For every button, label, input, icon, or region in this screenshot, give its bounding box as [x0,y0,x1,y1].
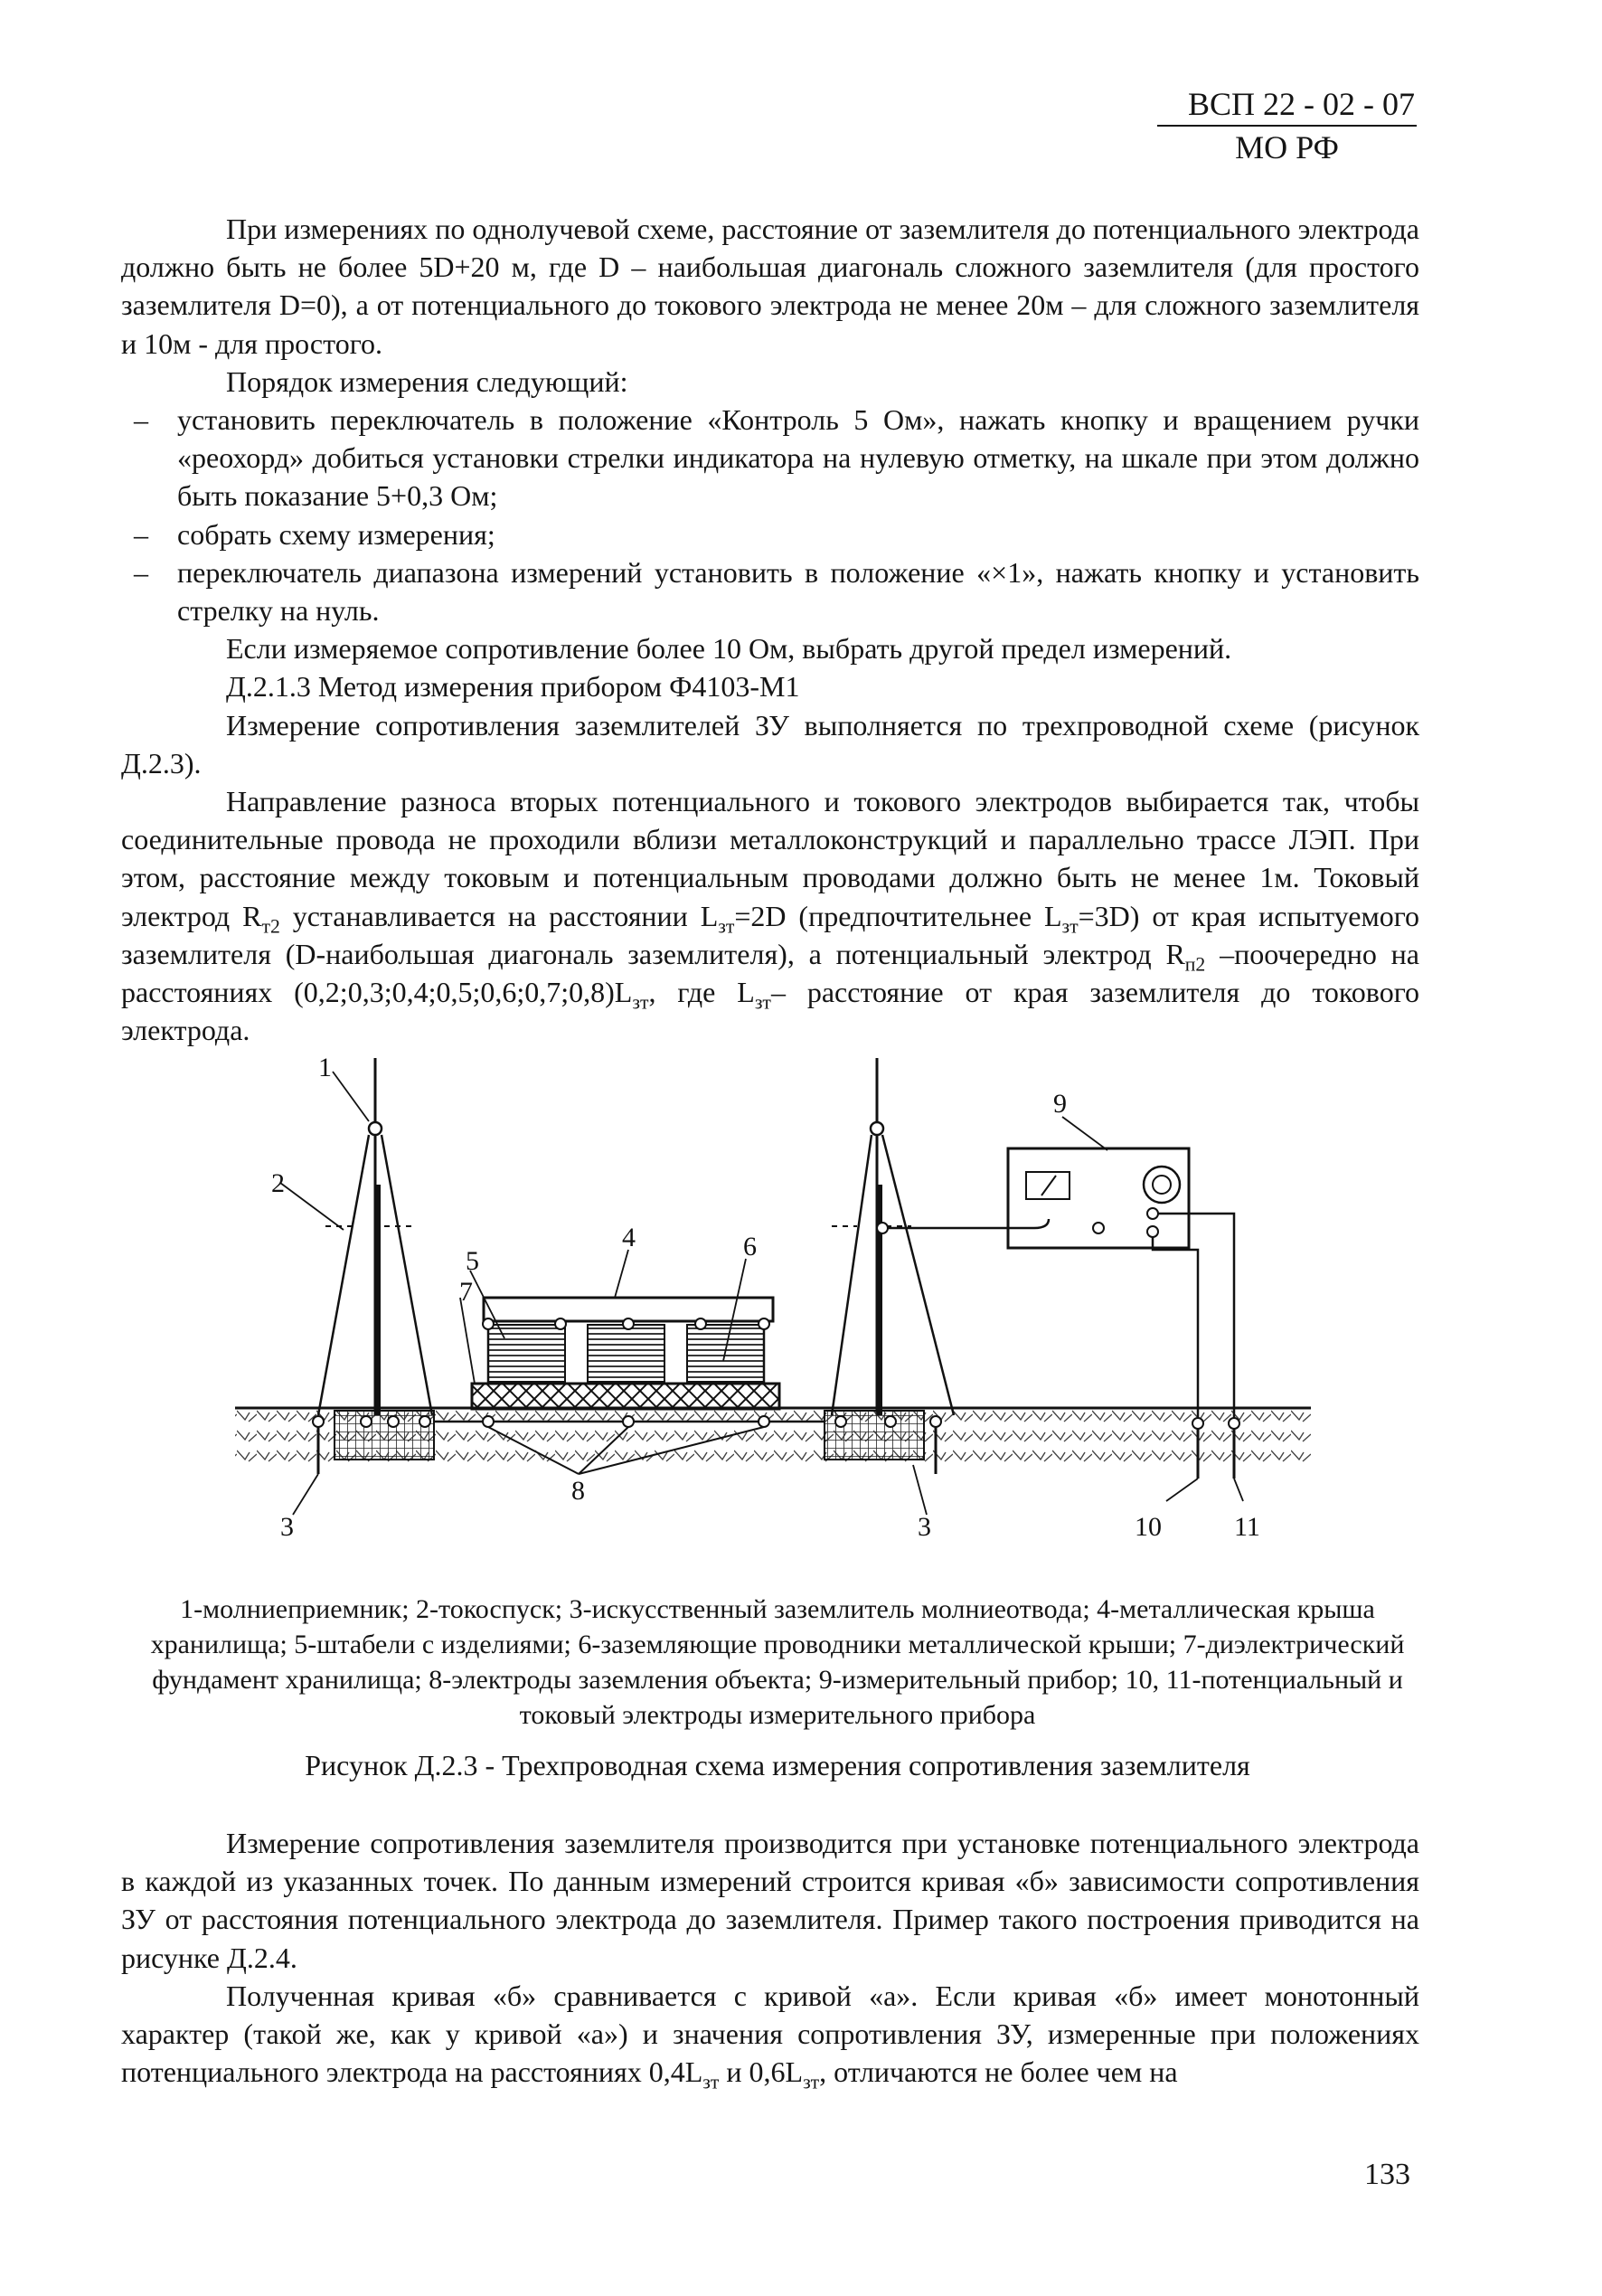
figure-label-2: 2 [271,1168,285,1198]
paragraph: Направление разноса вторых потенциального и токового электродов выбирается так, чтобы соединительные провода не проходили вблизи металлоконструкций и параллельно трассе ЛЭП. При этом, расстояние между токовым и потенциальным проводами должно быть не менее 1м. Токовый электрод $R_{т2}$ устанавливается на расстоянии $L_{зт}=2D$ (предпочтительнее $L_{зт}=3D$) от края испытуемого заземлителя (D-наибольшая диагональ заземлителя), а потенциальный электрод $R_{п2}$ –поочередно на расстояниях $(0,2;0,3;0,4;0,5;0,6;0,7;0,8)L_{зт}$, где $L_{зт}-$ расстояние от края заземлителя до токового электрода. [121,785,1420,1047]
page-number: 133 [1364,2158,1410,2191]
paragraph: При измерениях по однолучевой схеме, расстояние от заземлителя до потенциального электрода должно быть не более 5D+20 м, где D – наибольшая диагональ сложного заземлителя (для простого заземлителя D=0), а от потенциального до токового электрода не менее 20м – для сложного заземлителя и 10м - для простого. [121,213,1419,360]
figure-label-8: 8 [571,1476,585,1506]
list-item: – установить переключатель в положение «Контроль 5 Ом», нажать кнопку и вращением ручки «реохорд» добиться установки стрелки индикатора на нулевую отметку, на шкале при этом должно быть показание 5+0,3 Ом; [134,403,1419,513]
figure-caption: Рисунок Д.2.3 - Трехпроводная схема измерения сопротивления заземлителя [305,1749,1250,1781]
section-heading: Д.2.1.3 Метод измерения прибором Ф4103-М1 [226,670,800,704]
paragraph: Полученная кривая «б» сравнивается с кривой «а». Если кривая «б» имеет монотонный характер (такой же, как у кривой «а») и значения сопротивления ЗУ, измеренные при положениях потенциального электрода на расстояниях $0,4L_{зт}$ и $0,6L_{зт}$, отличаются не более чем на [121,1979,1419,2093]
figure-label-3-left: 3 [280,1512,294,1542]
procedure-list [121,401,1419,629]
list-item: – собрать схему измерения; [134,517,495,551]
document-header [1157,83,1417,168]
list-item: – переключатель диапазона измерений установить в положение «×1», нажать кнопку и установить стрелку на нуль. [134,555,1419,628]
list-item-text: переключатель диапазона измерений установить в положение «×1», нажать кнопку и установить стрелку на нуль. [177,555,1419,628]
figure-label-6: 6 [743,1232,757,1261]
text-block-top [121,210,1419,1049]
figure-label-3-right: 3 [918,1512,931,1542]
document-org: МО РФ [1235,129,1339,165]
list-item-text: собрать схему измерения; [177,517,495,551]
paragraph: Порядок измерения следующий: [226,364,628,398]
figure-label-11: 11 [1234,1512,1260,1542]
figure-label-10: 10 [1135,1512,1162,1542]
figure-label-1: 1 [318,1053,332,1082]
grounding-measurement-diagram [217,1049,1338,1583]
text-block-bottom [121,1824,1419,2091]
figure-label-7: 7 [459,1277,473,1307]
paragraph: Если измеряемое сопротивление более 10 Ом, выбрать другой предел измерений. [226,632,1232,666]
document-code: ВСП 22 - 02 - 07 [1157,83,1417,127]
list-item-text: установить переключатель в положение «Контроль 5 Ом», нажать кнопку и вращением ручки «реохорд» добиться установки стрелки индикатора на нулевую отметку, на шкале при этом должно быть показание 5+0,3 Ом; [177,403,1419,513]
figure-label-4: 4 [622,1223,636,1252]
diagram-svg [217,1049,1338,1583]
paragraph: Измерение сопротивления заземлителей ЗУ выполняется по трехпроводной схеме (рисунок Д.2.3). [121,708,1419,780]
paragraph: Измерение сопротивления заземлителя производится при установке потенциального электрода в каждой из указанных точек. По данным измерений строится кривая «б» зависимости сопротивления ЗУ от расстояния потенциального электрода до заземлителя. Пример такого построения приводится на рисунке Д.2.4. [121,1827,1419,1974]
figure-legend: 1-молниеприемник; 2-токоспуск; 3-искусственный заземлитель молниеотвода; 4-металлическая крыша хранилища; 5-штабели с изделиями; 6-заземляющие проводники металлической крыши; 7-диэлектрический фундамент хранилища; 8-электроды заземления объекта; 9-измерительный прибор; 10, 11-потенциальный и токовый электроды измерительного прибора [150,1594,1405,1730]
figure-label-9: 9 [1053,1089,1067,1119]
figure-label-5: 5 [466,1246,479,1276]
